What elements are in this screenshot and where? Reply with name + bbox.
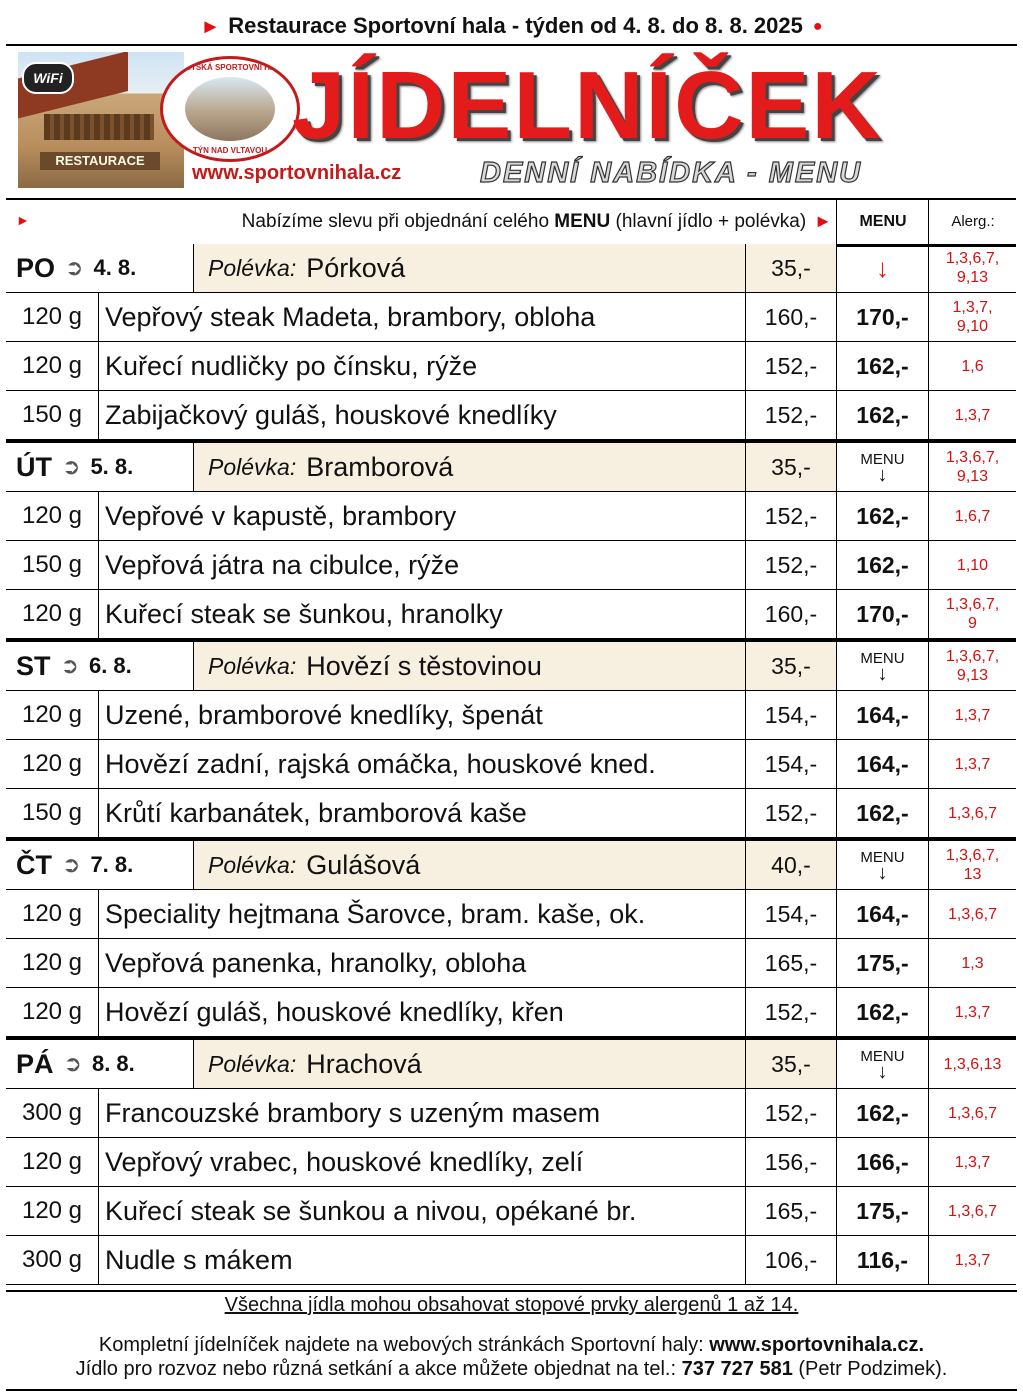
soup-label: Polévka: [208,851,297,878]
allergens: 1,3,6,7, 9,13 [945,449,1000,485]
menu-price: 116,- [837,1236,929,1284]
circle-arrow-right-icon: ➲ [62,852,81,877]
allergens: 1,3,6,13 [943,1055,1002,1073]
menu-label: MENU [860,1047,905,1065]
week-heading-text: Restaurace Sportovní hala - týden od 4. 8. do 8. 8. 2025 [228,13,803,38]
allergens: 1,3,7, 9,10 [952,299,993,335]
meal-row [6,541,1016,590]
website-link[interactable]: www.sportovnihala.cz [192,162,402,184]
meal-weight: 300 g [6,1089,99,1137]
triangle-right-icon: ► [814,211,832,231]
meal-row [6,1187,1016,1236]
meal-price: 152,- [745,541,837,589]
day-label [6,841,194,889]
soup-name [194,244,745,292]
circle-arrow-right-icon: ➲ [60,653,79,678]
triangle-right-icon: ► [16,212,30,228]
soup-price: 35,- [745,443,837,491]
day-date: 7. 8. [90,852,134,877]
soup-price: 40,- [745,841,837,889]
day-label [6,642,194,690]
day-label [6,1040,194,1088]
divider [6,44,1017,46]
wifi-icon: WiFi [22,62,74,94]
meal-weight: 120 g [6,342,99,390]
allergens: 1,3,6,7 [948,1202,997,1220]
meal-row [6,342,1016,391]
discount-bar [6,198,1016,247]
menu-price: 162,- [837,391,929,439]
arrow-down-icon: ↓ [877,662,888,685]
menu-price: 170,- [837,590,929,638]
soup-text: Hovězí s těstovinou [306,650,542,681]
meal-weight: 150 g [6,789,99,837]
circle-arrow-right-icon: ➲ [65,255,84,280]
day-date: 6. 8. [88,653,132,678]
menu-price: 164,- [837,740,929,788]
triangle-right-icon: ► [200,16,221,38]
meal-weight: 120 g [6,492,99,540]
day-label [6,244,194,292]
meal-weight: 300 g [6,1236,99,1284]
arrow-down-icon: ↓ [877,463,888,486]
soup-price: 35,- [745,642,837,690]
allergen-column-header: Alerg.: [928,200,1017,244]
soup-menu [837,841,929,889]
menu-price: 175,- [837,939,929,987]
menu-price: 162,- [837,541,929,589]
hall-logo: MĚSTSKÁ SPORTOVNÍ HALA TÝN NAD VLTAVOU [160,56,300,162]
divider [6,1290,1017,1292]
circle-arrow-right-icon: ➲ [63,1051,82,1076]
menu-price: 164,- [837,890,929,938]
meal-name: Vepřové v kapustě, brambory [105,500,457,531]
arrow-down-icon: ↓ [876,252,889,283]
meal-name: Hovězí guláš, houskové knedlíky, křen [105,996,564,1027]
page-subtitle: DENNÍ NABÍDKA - MENU [480,157,863,189]
meal-weight: 120 g [6,740,99,788]
menu-price: 162,- [837,492,929,540]
allergens: 1,3,6,7, 13 [945,847,1000,883]
day-row [6,440,1016,492]
allergens: 1,3,7 [954,1153,991,1171]
day-date: 8. 8. [91,1051,135,1076]
menu-label: MENU [860,649,905,667]
meal-name: Kuřecí steak se šunkou, hranolky [105,598,503,629]
allergens: 1,3 [961,954,984,972]
day-date: 4. 8. [93,255,137,280]
day-abbr: ČT [16,849,52,880]
meal-name: Nudle s mákem [105,1244,293,1275]
allergens: 1,3,6,7, 9,13 [945,648,1000,684]
meal-row [6,1089,1016,1138]
day-abbr: PO [16,252,56,283]
meal-name: Vepřová játra na cibulce, rýže [105,549,460,580]
allergens: 1,3,7 [954,706,991,724]
meal-price: 160,- [745,590,837,638]
allergens: 1,3,7 [954,1003,991,1021]
menu-price: 175,- [837,1187,929,1235]
meal-row [6,391,1016,440]
menu-price: 164,- [837,691,929,739]
soup-price: 35,- [745,1040,837,1088]
meal-price: 152,- [745,1089,837,1137]
meal-price: 152,- [745,789,837,837]
meal-name: Vepřový vrabec, houskové knedlíky, zelí [105,1146,584,1177]
meal-name: Vepřový steak Madeta, brambory, obloha [105,301,596,332]
meal-price: 152,- [745,391,837,439]
allergens: 1,3,7 [954,1251,991,1269]
week-heading [0,10,1023,42]
meal-weight: 120 g [6,691,99,739]
meal-name: Uzené, bramborové knedlíky, špenát [105,699,543,730]
meal-weight: 120 g [6,890,99,938]
meal-name: Krůtí karbanátek, bramborová kaše [105,797,527,828]
meal-price: 154,- [745,740,837,788]
day-label [6,443,194,491]
photo-sign: RESTAURACE [40,152,160,170]
meal-row [6,939,1016,988]
allergens: 1,6,7 [954,507,991,525]
day-row [6,244,1016,293]
allergens: 1,3,6,7, 9,13 [945,250,1000,286]
meal-weight: 120 g [6,1187,99,1235]
soup-name [194,1040,745,1088]
soup-label: Polévka: [208,453,297,480]
meal-row [6,740,1016,789]
day-abbr: ST [16,650,51,681]
meal-price: 154,- [745,691,837,739]
meal-name: Zabijačkový guláš, houskové knedlíky [105,399,557,430]
meal-name: Francouzské brambory s uzeným masem [105,1097,601,1128]
meal-price: 165,- [745,1187,837,1235]
meal-price: 160,- [745,293,837,341]
meal-weight: 150 g [6,541,99,589]
meal-name: Vepřová panenka, hranolky, obloha [105,947,527,978]
meal-weight: 120 g [6,293,99,341]
meal-price: 154,- [745,890,837,938]
menu-column-header: MENU [836,200,929,244]
meal-price: 152,- [745,988,837,1036]
meal-row [6,293,1016,342]
meal-weight: 120 g [6,590,99,638]
day-date: 5. 8. [90,454,134,479]
day-abbr: ÚT [16,451,52,482]
meal-name: Hovězí zadní, rajská omáčka, houskové kned. [105,748,656,779]
allergens: 1,10 [956,556,989,574]
soup-name [194,841,745,889]
allergens: 1,6 [961,357,984,375]
meal-row [6,789,1016,838]
day-row [6,838,1016,890]
meal-name: Speciality hejtmana Šarovce, bram. kaše, ok. [105,898,646,929]
meal-row [6,691,1016,740]
menu-price: 170,- [837,293,929,341]
meal-price: 152,- [745,492,837,540]
meal-row [6,1138,1016,1187]
meal-weight: 120 g [6,988,99,1036]
soup-label: Polévka: [208,652,297,679]
meal-row [6,492,1016,541]
meal-price: 156,- [745,1138,837,1186]
soup-text: Gulášová [306,849,421,880]
allergen-note: Všechna jídla mohou obsahovat stopové prvky alergenů 1 až 14. [224,1294,799,1316]
soup-menu [837,642,929,690]
allergens: 1,3,6,7, 9 [945,596,1000,632]
arrow-down-icon: ↓ [877,1060,888,1083]
meal-price: 106,- [745,1236,837,1284]
allergens: 1,3,6,7 [948,1104,997,1122]
dot-icon: ● [812,18,823,35]
meal-row [6,1236,1016,1285]
page-title: JÍDELNÍČEK [292,52,883,159]
website-link[interactable]: www.sportovnihala.cz. [709,1334,925,1356]
menu-table [6,244,1016,1285]
meal-weight: 120 g [6,939,99,987]
soup-label: Polévka: [208,1050,297,1077]
menu-price: 162,- [837,1089,929,1137]
soup-text: Pórková [306,252,406,283]
allergens: 1,3,6,7 [948,905,997,923]
menu-price: 162,- [837,342,929,390]
meal-weight: 120 g [6,1138,99,1186]
meal-row [6,590,1016,639]
meal-row [6,988,1016,1037]
allergens: 1,3,7 [954,755,991,773]
day-row [6,1037,1016,1089]
soup-menu [837,1040,929,1088]
menu-price: 166,- [837,1138,929,1186]
menu-label: MENU [860,848,905,866]
allergens: 1,3,7 [954,406,991,424]
meal-row [6,890,1016,939]
allergens: 1,3,6,7 [948,804,997,822]
menu-price: 162,- [837,988,929,1036]
discount-text: Nabízíme slevu při objednání celého MENU (hlavní jídlo + polévka) ► [241,211,832,232]
divider [6,1389,1017,1391]
arrow-down-icon: ↓ [877,861,888,884]
soup-menu [837,244,929,292]
soup-name [194,443,745,491]
soup-label: Polévka: [208,254,297,281]
soup-name [194,642,745,690]
website-note: Kompletní jídelníček najdete na webových stránkách Sportovní haly: www.sportovnihala.cz. [98,1334,925,1356]
meal-name: Kuřecí nudličky po čínsku, rýže [105,350,478,381]
soup-text: Hrachová [306,1048,422,1079]
menu-label: MENU [860,450,905,468]
menu-price: 162,- [837,789,929,837]
circle-arrow-right-icon: ➲ [62,454,81,479]
soup-text: Bramborová [306,451,454,482]
phone-number[interactable]: 737 727 581 [681,1358,793,1380]
day-row [6,639,1016,691]
meal-name: Kuřecí steak se šunkou a nivou, opékané br. [105,1195,637,1226]
soup-menu [837,443,929,491]
day-abbr: PÁ [16,1048,54,1079]
soup-price: 35,- [745,244,837,292]
order-note: Jídlo pro rozvoz nebo různá setkání a akce můžete objednat na tel.: 737 727 581 (Petr Podzimek). [75,1358,948,1380]
meal-weight: 150 g [6,391,99,439]
meal-price: 152,- [745,342,837,390]
meal-price: 165,- [745,939,837,987]
